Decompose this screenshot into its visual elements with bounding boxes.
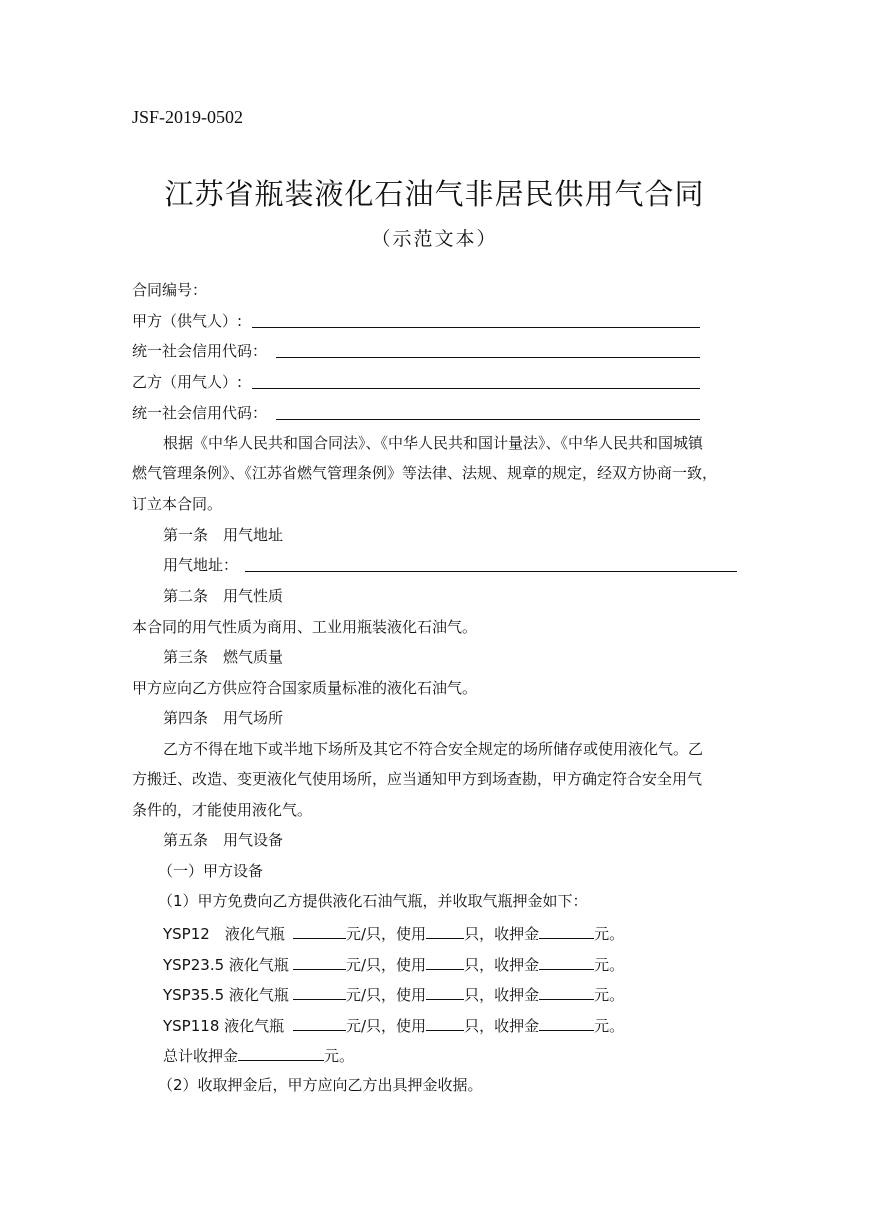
total-deposit-blank[interactable] — [238, 1044, 324, 1061]
deposit-end-label: 元。 — [594, 956, 625, 974]
preamble-line-3: 订立本合同。 — [132, 495, 223, 513]
party-b-field[interactable] — [252, 388, 700, 389]
deposit-end-label: 元。 — [594, 1017, 625, 1035]
cylinder-model: YSP12 液化气瓶 — [163, 925, 285, 943]
unit-price-blank[interactable] — [293, 983, 346, 1000]
cylinder-row — [163, 922, 624, 944]
deposit-end-label: 元。 — [594, 925, 625, 943]
unit-price-label: 元/只，使用 — [346, 925, 427, 943]
address-field[interactable] — [245, 571, 737, 572]
preamble-line-1: 根据《中华人民共和国合同法》、《中华人民共和国计量法》、《中华人民共和国城镇 — [163, 434, 704, 452]
unit-price-label: 元/只，使用 — [346, 986, 427, 1004]
deposit-blank[interactable] — [539, 1014, 594, 1031]
article-5-item-2: （2）收取押金后，甲方应向乙方出具押金收据。 — [158, 1076, 483, 1094]
article-1-heading: 第一条 用气地址 — [163, 526, 284, 544]
deposit-blank[interactable] — [539, 983, 594, 1000]
article-5-item-1: （1）甲方免费向乙方提供液化石油气瓶，并收取气瓶押金如下： — [158, 892, 588, 910]
use-qty-blank[interactable] — [426, 983, 464, 1000]
address-label: 用气地址： — [163, 556, 239, 574]
article-4-line-1: 乙方不得在地下或半地下场所及其它不符合安全规定的场所储存或使用液化气。乙 — [163, 740, 704, 758]
use-qty-blank[interactable] — [426, 953, 464, 970]
use-qty-label: 只，收押金 — [464, 956, 540, 974]
use-qty-blank[interactable] — [426, 922, 464, 939]
cylinder-model: YSP35.5 液化气瓶 — [163, 986, 289, 1004]
preamble-line-2: 燃气管理条例》、《江苏省燃气管理条例》等法律、法规、规章的规定，经双方协商一致， — [132, 464, 718, 482]
credit-code-b-label: 统一社会信用代码： — [132, 404, 268, 422]
total-deposit-row — [163, 1044, 354, 1066]
deposit-blank[interactable] — [539, 953, 594, 970]
article-2-heading: 第二条 用气性质 — [163, 587, 284, 605]
use-qty-label: 只，收押金 — [464, 1017, 540, 1035]
cylinder-model: YSP23.5 液化气瓶 — [163, 956, 289, 974]
unit-price-blank[interactable] — [293, 922, 346, 939]
article-5-heading: 第五条 用气设备 — [163, 831, 284, 849]
credit-code-b-field[interactable] — [276, 419, 700, 420]
contract-number-label: 合同编号： — [132, 281, 208, 299]
article-3-body: 甲方应向乙方供应符合国家质量标准的液化石油气。 — [132, 679, 478, 697]
document-code: JSF-2019-0502 — [132, 107, 244, 127]
article-2-body: 本合同的用气性质为商用、工业用瓶装液化石油气。 — [132, 618, 478, 636]
unit-price-label: 元/只，使用 — [346, 956, 427, 974]
article-3-heading: 第三条 燃气质量 — [163, 648, 284, 666]
cylinder-row — [163, 983, 624, 1005]
use-qty-blank[interactable] — [426, 1014, 464, 1031]
cylinder-row — [163, 953, 624, 975]
use-qty-label: 只，收押金 — [464, 925, 540, 943]
article-5-sub-1: （一）甲方设备 — [158, 862, 264, 880]
document-subtitle: （示范文本） — [371, 228, 498, 250]
use-qty-label: 只，收押金 — [464, 986, 540, 1004]
cylinder-model: YSP118 液化气瓶 — [163, 1017, 285, 1035]
unit-price-blank[interactable] — [293, 1014, 346, 1031]
article-4-line-2: 方搬迁、改造、变更液化气使用场所，应当通知甲方到场查勘，甲方确定符合安全用气 — [132, 770, 703, 788]
document-title: 江苏省瓶装液化石油气非居民供用气合同 — [164, 177, 705, 211]
total-deposit-end: 元。 — [324, 1047, 355, 1065]
deposit-end-label: 元。 — [594, 986, 625, 1004]
unit-price-label: 元/只，使用 — [346, 1017, 427, 1035]
article-4-line-3: 条件的，才能使用液化气。 — [132, 801, 313, 819]
party-a-field[interactable] — [252, 327, 700, 328]
deposit-blank[interactable] — [539, 922, 594, 939]
cylinder-row — [163, 1014, 624, 1036]
party-b-label: 乙方（用气人）: — [132, 373, 243, 391]
unit-price-blank[interactable] — [293, 953, 346, 970]
credit-code-a-field[interactable] — [276, 357, 700, 358]
article-4-heading: 第四条 用气场所 — [163, 709, 284, 727]
credit-code-a-label: 统一社会信用代码： — [132, 342, 268, 360]
party-a-label: 甲方（供气人）: — [132, 312, 243, 330]
total-deposit-label: 总计收押金 — [163, 1047, 239, 1065]
